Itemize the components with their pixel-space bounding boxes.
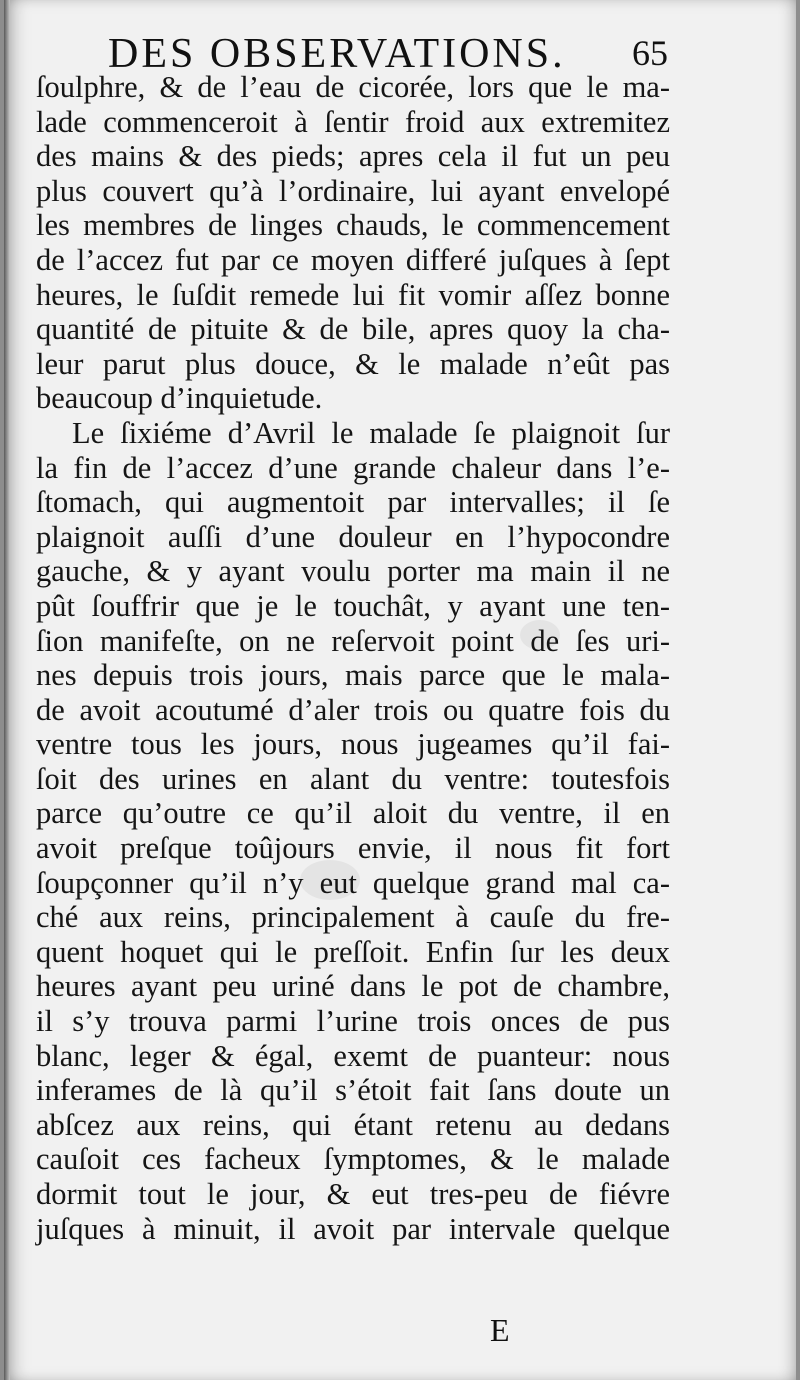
text-line: quantité de pituite & de bile, apres quoy la cha-: [36, 312, 670, 347]
text-line: dormit tout le jour, & eut tres-peu de fiévre: [36, 1177, 670, 1211]
text-line: beaucoup d’inquietude.: [36, 381, 323, 416]
text-line: quent hoquet qui le preſſoit. Enfin ſur les deux: [36, 934, 670, 969]
signature-mark: E: [490, 1312, 510, 1348]
text-line: ché aux reins, principalement à cauſe du fre-: [36, 900, 670, 935]
text-line: Le ſixiéme d’Avril le malade ſe plaignoit ſur: [72, 415, 670, 450]
text-line: de avoit acoutumé d’aler trois ou quatre fois du: [36, 692, 670, 727]
text-line: plaignoit auſſi d’une douleur en l’hypocondre: [36, 519, 670, 554]
text-line: heures ayant peu uriné dans le pot de chambre,: [36, 969, 670, 1004]
text-line: des mains & des pieds; apres cela il fut un peu: [36, 139, 670, 174]
page-gutter-shadow: [4, 0, 10, 1380]
text-line: ſoulphre, & de l’eau de cicorée, lors que le ma-: [36, 70, 670, 104]
text-line: de l’accez fut par ce moyen differé juſques à ſept: [36, 242, 670, 277]
text-line: les membres de linges chauds, le commencement: [36, 208, 670, 243]
text-line: gauche, & y ayant voulu porter ma main il ne: [36, 554, 670, 589]
text-line: heures, le ſuſdit remede lui fit vomir aſſez bonne: [36, 277, 670, 312]
page-number: 65: [632, 33, 668, 73]
text-line: cauſoit ces facheux ſymptomes, & le malade: [36, 1142, 670, 1177]
text-line: ſoit des urines en alant du ventre: toutesfois: [36, 761, 670, 796]
text-line: parce qu’outre ce qu’il aloit du ventre, il en: [36, 796, 670, 831]
text-line: la fin de l’accez d’une grande chaleur dans l’e-: [36, 450, 670, 485]
text-line: plus couvert qu’à l’ordinaire, lui ayant envelopé: [36, 173, 670, 208]
text-line: ſion manifeſte, on ne reſervoit point de ſes uri-: [36, 623, 670, 658]
text-line: il s’y trouva parmi l’urine trois onces de pus: [36, 1004, 670, 1039]
text-line: nes depuis trois jours, mais parce que le mala-: [36, 658, 670, 693]
text-line: inferames de là qu’il s’étoit fait ſans doute un: [36, 1073, 670, 1108]
text-line: pût ſouffrir que je le touchât, y ayant une ten-: [36, 588, 670, 623]
text-line: ventre tous les jours, nous jugeames qu’il fai-: [36, 727, 670, 762]
text-line: blanc, leger & égal, exemt de puanteur: nous: [36, 1038, 670, 1073]
body-text: [36, 70, 776, 1246]
text-line: ſtomach, qui augmentoit par intervalles; il ſe: [36, 485, 670, 520]
text-line: ſoupçonner qu’il n’y eut quelque grand mal ca-: [36, 865, 670, 900]
text-line: lade commenceroit à ſentir froid aux extremitez: [36, 104, 670, 139]
text-line: avoit preſque toûjours envie, il nous fit fort: [36, 831, 670, 866]
running-head: DES OBSERVATIONS.: [108, 31, 566, 77]
text-line: juſques à minuit, il avoit par intervale quelque: [36, 1211, 670, 1246]
text-line: abſcez aux reins, qui étant retenu au dedans: [36, 1107, 670, 1142]
text-line: leur parut plus douce, & le malade n’eût pas: [36, 346, 670, 381]
